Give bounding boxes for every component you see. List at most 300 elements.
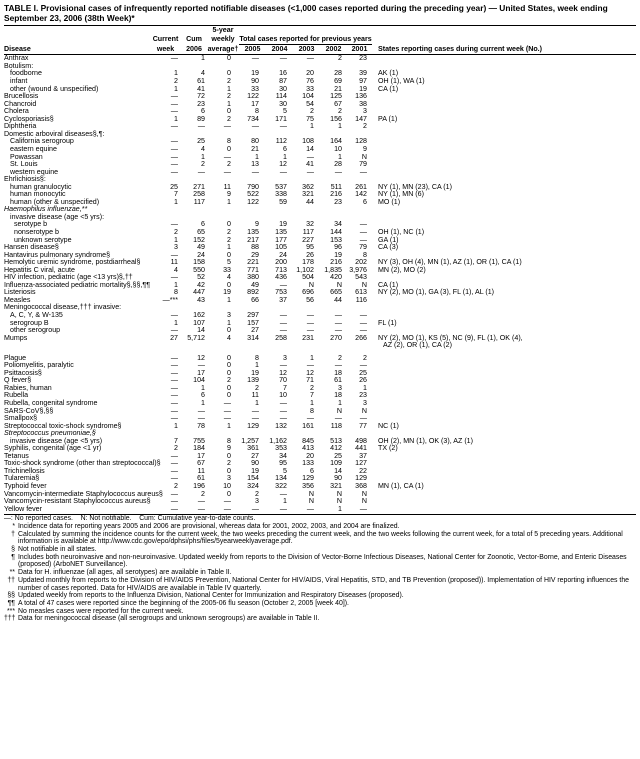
cell-value: 266 (355, 333, 367, 342)
cell-value: 19 (334, 250, 342, 259)
cell-value: 356 (302, 482, 314, 491)
cell-value: 25 (359, 368, 367, 377)
disease-name: Botulism: (4, 61, 34, 70)
table-header (4, 26, 636, 55)
footnote (4, 615, 636, 623)
cell-value: 2 (174, 444, 178, 453)
footnote-text: Updated weekly from reports to the Influenza Division, National Center for Immunization and Respiratory Diseases (proposed). (18, 592, 404, 600)
cell-value: 297 (247, 310, 259, 319)
cell-value: 734 (247, 114, 259, 123)
cell-value: — (334, 167, 342, 176)
footnote-marker: ††† (4, 615, 16, 623)
cell-value: 7 (174, 190, 178, 199)
disease-name: Streptococcal toxic-shock syndrome§ (4, 421, 122, 430)
disease-name: Hemolytic uremic syndrome, postdiarrheal§ (4, 258, 141, 267)
cell-value: 771 (247, 265, 259, 274)
cell-value: 30 (279, 84, 287, 93)
cell-value: 790 (247, 182, 259, 191)
cell-value: 5 (227, 258, 231, 267)
table-row (4, 445, 636, 453)
cell-value (293, 206, 320, 214)
cell-value (207, 214, 239, 222)
table-row (4, 423, 636, 431)
cell-value: 2 (174, 227, 178, 236)
cell-value: 550 (193, 265, 205, 274)
cell-value: 71 (306, 376, 314, 385)
cell-value: 4 (201, 144, 205, 153)
cell-value: — (306, 54, 314, 63)
table-row (4, 184, 636, 192)
cell-value (150, 206, 181, 214)
cell-value: 2 (227, 235, 231, 244)
cell-value: — (170, 54, 178, 63)
cell-value (207, 131, 239, 139)
cell-value: 26 (359, 376, 367, 385)
cell-value: 0 (227, 353, 231, 362)
cell-value (266, 206, 293, 214)
cell-value: 9 (227, 444, 231, 453)
cell-value: 1 (174, 235, 178, 244)
cell-value: 157 (247, 318, 259, 327)
disease-name: Anthrax (4, 54, 29, 63)
cell-value: 216 (330, 258, 342, 267)
table-row (4, 377, 636, 385)
cell-value: 1 (255, 399, 259, 407)
disease-name: Syphilis, congenital (age <1 yr) (4, 444, 102, 453)
table-row (4, 460, 636, 468)
cell-value: 0 (227, 489, 231, 498)
states-reporting (372, 123, 636, 131)
cell-value: — (223, 406, 231, 415)
cell-value: 114 (275, 92, 287, 101)
header-previous-years: Total cases reported for previous years (239, 34, 372, 43)
disease-name: Smallpox§ (4, 414, 38, 423)
cell-value: 1 (310, 353, 314, 362)
cell-value: 4 (227, 333, 231, 342)
cell-value: 5 (283, 466, 287, 475)
cell-value: 271 (193, 182, 205, 191)
cell-value: 95 (279, 459, 287, 468)
footnote-text: A total of 47 cases were reported since the beginning of the 2005-06 flu season (October 2, 2005 [week 40]). (18, 599, 349, 607)
cell-value: 3 (255, 497, 259, 506)
cell-value (207, 304, 239, 312)
header-avg-line3: average† (207, 44, 239, 53)
cell-value: 89 (197, 114, 205, 123)
table-row (4, 320, 636, 328)
cell-value: 1 (201, 54, 205, 63)
table-row (4, 221, 636, 229)
cell-value: — (170, 399, 178, 407)
cell-value: — (334, 326, 342, 335)
cell-value: — (170, 368, 178, 377)
states-reporting: NY (2), MO (1), KS (5), NC (9), FL (1), OK (4), (378, 333, 523, 342)
cell-value: —*** (162, 295, 178, 304)
footnote-marker: § (11, 546, 15, 554)
cell-value: 9 (255, 220, 259, 229)
cell-value: 66 (251, 295, 259, 304)
cell-value: 147 (355, 114, 367, 123)
cell-value: 7 (283, 383, 287, 392)
cell-value: 892 (247, 288, 259, 297)
cell-value: 153 (330, 235, 342, 244)
cell-value: — (170, 326, 178, 335)
disease-name: Hantavirus pulmonary syndrome§ (4, 250, 111, 259)
cell-value: 90 (251, 77, 259, 86)
cell-value: 368 (355, 482, 367, 491)
cell-value: — (223, 504, 231, 513)
cell-value: 161 (302, 421, 314, 430)
cell-value: — (170, 504, 178, 513)
disease-name: foodborne (10, 69, 42, 78)
cell-value: — (306, 167, 314, 176)
cell-value: 6 (363, 197, 367, 206)
cell-value: 420 (330, 273, 342, 282)
states-reporting (372, 131, 636, 139)
header-cum-line1: Cum (186, 35, 202, 44)
cell-value: 19 (279, 220, 287, 229)
cell-value: — (223, 167, 231, 176)
cell-value: — (251, 54, 259, 63)
cell-value: 52 (197, 273, 205, 282)
disease-name: St. Louis (10, 160, 38, 169)
cell-value: 133 (302, 459, 314, 468)
cell-value (207, 430, 239, 438)
cell-value: 13 (251, 160, 259, 169)
cell-value: 61 (197, 474, 205, 483)
footnote-text: Data for meningococcal disease (all serogroups and unknown serogroups) are available in Table II. (18, 615, 320, 623)
cell-value: — (251, 122, 259, 131)
cell-value: — (251, 406, 259, 415)
cell-value: 665 (330, 288, 342, 297)
cell-value: — (170, 92, 178, 101)
cell-value: 41 (306, 160, 314, 169)
cell-value: 380 (247, 273, 259, 282)
table-row (4, 259, 636, 267)
cell-value: 1 (174, 114, 178, 123)
footnote (4, 608, 636, 616)
table-row (4, 101, 636, 109)
disease-name: Brucellosis (4, 92, 39, 101)
cell-value (207, 206, 239, 214)
disease-name: Rabies, human (4, 383, 52, 392)
disease-name: nonserotype b (14, 227, 59, 236)
states-reporting (372, 154, 636, 162)
cell-value: 152 (193, 235, 205, 244)
states-reporting (372, 355, 636, 363)
disease-name: Chancroid (4, 99, 37, 108)
cell-value: 1 (338, 122, 342, 131)
cell-value: 116 (355, 295, 367, 304)
cell-value: 3 (338, 383, 342, 392)
cell-value: 104 (193, 376, 205, 385)
cell-value: 32 (306, 220, 314, 229)
disease-name: human (other & unspecified) (10, 197, 100, 206)
disease-name: serogroup B (10, 318, 49, 327)
cell-value: 4 (174, 265, 178, 274)
cell-value: 1 (310, 122, 314, 131)
cell-value: 129 (302, 474, 314, 483)
cell-value: 158 (193, 258, 205, 267)
cell-value: 1 (338, 399, 342, 407)
disease-name: Diphtheria (4, 122, 37, 131)
table-row (4, 498, 636, 506)
cell-value: 216 (330, 190, 342, 199)
cell-value: 0 (227, 220, 231, 229)
footnote-text: No measles cases were reported for the current week. (18, 607, 184, 615)
footnote (4, 554, 636, 569)
cell-value: 18 (334, 368, 342, 377)
cell-value: — (170, 353, 178, 362)
disease-name: Hepatitis C viral, acute (4, 265, 75, 274)
cell-value: 2 (227, 77, 231, 86)
cell-value: 1 (174, 197, 178, 206)
cell-value: 28 (334, 160, 342, 169)
disease-name: Toxic-shock syndrome (other than streptococcal)§ (4, 459, 161, 468)
table-title: TABLE I. Provisional cases of infrequently reported notifiable diseases (<1,000 cases reported during the preceding year) — United States, week ending September 23, 2006 (38th Week)* (4, 3, 608, 23)
states-reporting (372, 169, 636, 177)
disease-name: Vancomycin-resistant Staphylococcus aureus§ (4, 497, 151, 506)
cell-value: 2 (338, 353, 342, 362)
cell-value: 12 (279, 368, 287, 377)
disease-name: Streptococcus pneumoniae,§ (4, 429, 96, 438)
cell-value: 9 (227, 190, 231, 199)
cell-value: 1 (201, 383, 205, 392)
cell-value: — (306, 326, 314, 335)
cell-value: 132 (275, 421, 287, 430)
cell-value: 1,102 (296, 265, 314, 274)
cell-value: 1 (310, 399, 314, 407)
cell-value: 65 (197, 227, 205, 236)
states-reporting: NY (3), OH (4), MN (1), AZ (1), OR (1), CA (1) (378, 258, 522, 267)
cell-value: — (197, 497, 205, 506)
states-reporting: PA (1) (378, 114, 398, 123)
cell-value: — (279, 167, 287, 176)
cell-value: — (197, 406, 205, 415)
cell-value: 8 (255, 353, 259, 362)
table-row (4, 176, 636, 184)
cell-value: — (170, 451, 178, 460)
cell-value: 2 (255, 489, 259, 498)
cell-value: 6 (201, 220, 205, 229)
table-row (4, 312, 636, 320)
disease-name: Cyclosporiasis§ (4, 114, 54, 123)
cell-value: N (336, 406, 342, 415)
states-reporting (372, 146, 636, 154)
cell-value: 118 (330, 421, 342, 430)
cell-value: 38 (359, 99, 367, 108)
cell-value: N (361, 406, 367, 415)
table-row (4, 161, 636, 169)
cell-value: 0 (227, 451, 231, 460)
cell-value: — (170, 376, 178, 385)
states-reporting: GA (1) (378, 235, 399, 244)
cell-value: — (359, 414, 367, 423)
header-current-line2: week (156, 44, 175, 53)
cell-value: 34 (279, 451, 287, 460)
disease-name: eastern equine (10, 144, 57, 153)
disease-name: unknown serotype (14, 235, 72, 244)
cell-value: 0 (227, 368, 231, 377)
disease-name: SARS-CoV§,§§ (4, 406, 54, 415)
table-row (4, 138, 636, 146)
cell-value: 2 (201, 489, 205, 498)
cell-value: 70 (279, 376, 287, 385)
cell-value: 33 (223, 265, 231, 274)
cell-value: 1 (227, 421, 231, 430)
cell-value: 753 (275, 288, 287, 297)
states-reporting (372, 55, 636, 63)
cell-value: 1 (174, 421, 178, 430)
cell-value: — (359, 167, 367, 176)
states-reporting (372, 377, 636, 385)
cell-value: — (279, 280, 287, 289)
cell-value (320, 206, 347, 214)
cell-value: 24 (197, 250, 205, 259)
cell-value: 77 (359, 421, 367, 430)
cell-value: 108 (302, 137, 314, 146)
cell-value: 21 (251, 144, 259, 153)
cell-value: N (336, 280, 342, 289)
cell-value: 67 (197, 459, 205, 468)
cell-value: 12 (306, 368, 314, 377)
states-reporting (372, 460, 636, 468)
states-reporting (372, 408, 636, 416)
cell-value: 504 (302, 273, 314, 282)
cell-value: N (361, 489, 367, 498)
table-row (4, 70, 636, 78)
states-reporting (372, 101, 636, 109)
cell-value: 33 (306, 84, 314, 93)
cell-value (239, 214, 266, 222)
cell-value: 353 (275, 444, 287, 453)
footnote (4, 531, 636, 546)
cell-value: — (170, 383, 178, 392)
cell-value: 1 (227, 243, 231, 252)
cell-value: — (359, 361, 367, 370)
cell-value: 135 (247, 227, 259, 236)
footnote-text: Not notifiable in all states. (18, 546, 97, 554)
cell-value: 3 (363, 399, 367, 407)
disease-name: Q fever§ (4, 376, 32, 385)
cell-value: 16 (279, 69, 287, 78)
cell-value: 321 (302, 190, 314, 199)
cell-value: — (279, 489, 287, 498)
states-reporting (372, 297, 636, 305)
cell-value: 314 (247, 333, 259, 342)
states-reporting: MN (1), CA (1) (378, 482, 424, 491)
cell-value: 184 (193, 444, 205, 453)
cell-value: 755 (193, 436, 205, 445)
cell-value: 3,976 (349, 265, 367, 274)
cell-value: — (359, 318, 367, 327)
states-reporting: OH (1), NC (1) (378, 227, 425, 236)
table-row (4, 55, 636, 63)
cell-value: 97 (359, 77, 367, 86)
cell-value: 537 (275, 182, 287, 191)
cell-value: 142 (355, 190, 367, 199)
table-row (4, 475, 636, 483)
cell-value: — (334, 310, 342, 319)
states-reporting: TX (2) (378, 444, 398, 453)
cell-value: — (197, 504, 205, 513)
table-row (4, 108, 636, 116)
cell-value: — (197, 122, 205, 131)
cell-value: 21 (334, 84, 342, 93)
cell-value: 41 (197, 84, 205, 93)
cell-value: — (170, 122, 178, 131)
cell-value: — (170, 489, 178, 498)
footnote (4, 569, 636, 577)
cell-value: — (170, 99, 178, 108)
table-row (4, 78, 636, 86)
table-row (4, 370, 636, 378)
cell-value: 14 (197, 326, 205, 335)
cell-value: — (306, 361, 314, 370)
cell-value: 17 (197, 451, 205, 460)
cell-value: 1 (283, 497, 287, 506)
cell-value: 105 (275, 243, 287, 252)
cell-value (239, 206, 266, 214)
table-row (4, 93, 636, 101)
states-reporting (372, 506, 636, 514)
cell-value: N (336, 497, 342, 506)
cell-value: — (279, 361, 287, 370)
cell-value: 87 (279, 77, 287, 86)
states-reporting (372, 415, 636, 423)
cell-value: 4 (201, 69, 205, 78)
cell-value: 9 (363, 144, 367, 153)
cell-value: 27 (251, 326, 259, 335)
cell-value: 42 (197, 280, 205, 289)
cell-value: 338 (275, 190, 287, 199)
cell-value: 122 (247, 197, 259, 206)
cell-value: 59 (279, 197, 287, 206)
footnote-marker: *** (6, 607, 15, 615)
cell-value: 3 (283, 353, 287, 362)
disease-name: Vancomycin-intermediate Staphylococcus aureus§ (4, 489, 163, 498)
cell-value: 613 (355, 288, 367, 297)
cell-value: 2 (227, 376, 231, 385)
footnote-marker: ¶¶ (7, 599, 15, 607)
cell-value: 23 (359, 54, 367, 63)
cell-value: 2 (227, 227, 231, 236)
cell-value: 217 (247, 235, 259, 244)
cell-value: 10 (279, 391, 287, 400)
cell-value: 324 (247, 482, 259, 491)
table-row (4, 63, 636, 71)
states-reporting: FL (1) (378, 318, 397, 327)
states-reporting: MO (1) (378, 197, 401, 206)
disease-name: Powassan (10, 152, 43, 161)
states-reporting (372, 312, 636, 320)
cell-value: — (279, 318, 287, 327)
states-reporting (372, 108, 636, 116)
cell-value: 2 (227, 114, 231, 123)
cell-value: — (359, 326, 367, 335)
footnote (4, 515, 636, 523)
header-year: 2002 (325, 44, 342, 53)
cell-value: 221 (247, 258, 259, 267)
cell-value: 2 (255, 383, 259, 392)
cell-value: 0 (227, 69, 231, 78)
cell-value: 513 (330, 436, 342, 445)
cell-value: — (279, 406, 287, 415)
cell-value: 128 (355, 137, 367, 146)
disease-name: human monocytic (10, 190, 66, 199)
cell-value: 1 (363, 383, 367, 392)
disease-name: western equine (10, 167, 59, 176)
cell-value: 6 (310, 466, 314, 475)
